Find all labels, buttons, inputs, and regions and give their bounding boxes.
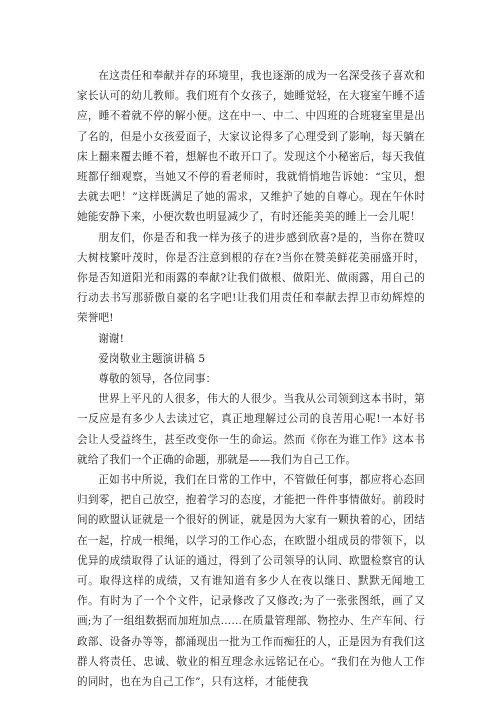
paragraph-friends-appeal: 朋友们，你是否和我一样为孩子的进步感到欣喜?是的，当你在赞叹大树枝繁叶茂时，你是否注意到根的存在?当你在赞美鲜花美丽盛开时，你是否知道阳光和雨露的奉献?让我们做根、做阳光、做雨露，用自己的行动去书写那骄傲自豪的名字吧!让我们用责任和奉献去捍卫市幼辉煌的荣誉吧! xyxy=(77,231,425,325)
section-heading: 爱岗敬业主题演讲稿 5 xyxy=(98,352,206,365)
paragraph-thanks: 谢谢! xyxy=(98,332,125,345)
paragraph-book-intro: 世界上平凡的人很多，伟大的人很少。当我从公司领到这本书时，第一反应是有多少人去读过它，真正地理解过公司的良苦用心呢!一本好书会让人受益终生，甚至改变你一生的命运。然而《你在为谁工作》这本书就给了我们一个正确的命题，那就是——我们为自己工作。 xyxy=(77,393,425,466)
paragraph-eu-certification: 正如书中所说，我们在日常的工作中，不管做任何事，都应将心态回归到零，把自己放空，抱着学习的态度，才能把一件件事情做好。前段时间的欧盟认证就是一个很好的例证，就是因为大家有一颗执着的心，团结在一起，拧成一根绳，以学习的工作心态，在欧盟小组成员的带领下，以优异的成绩取得了认证的通过，得到了公司领导的认同、欧盟检察官的认可。取得这样的成绩，又有谁知道有多少人在夜以继日、默默无闻地工作。有时为了一个个文件，记录修改了又修改;为了一张张图纸，画了又画;为了一组组数据而加班加点……在质量管理部、物控办、生产车间、行政部、设备办等等，都涌现出一批为工作而痴狂的人，正是因为有我们这群人将责任、忠诚、敬业的相互理念永远铭记在心。“我们在为他人工作的同时，也在为自己工作”，只有这样，才能使我 xyxy=(77,474,425,689)
paragraph-kindergarten-story: 在这责任和奉献并存的环境里，我也逐渐的成为一名深受孩子喜欢和家长认可的幼儿教师。我们班有个女孩子，她睡觉轻，在大寝室午睡不适应，睡不着就不停的解小便。这在中一、中二、中四班的合班寝室里是出了名的，但是小女孩爱面子，大家议论得多了心理受到了影响，每天躺在床上翻来覆去睡不着，想解也不敢开口了。发现这个小秘密后，每天我值班都仔细观察，当她又不停的看老师时，我就悄悄地告诉她：“宝贝，想去就去吧！”这样既满足了她的需求，又维护了她的自尊心。现在午休时她能安静下来，小便次数也明显减少了，有时还能美美的睡上一会儿呢！ xyxy=(77,70,425,224)
document-body xyxy=(77,66,425,692)
salutation: 尊敬的领导，各位同事： xyxy=(98,373,217,386)
